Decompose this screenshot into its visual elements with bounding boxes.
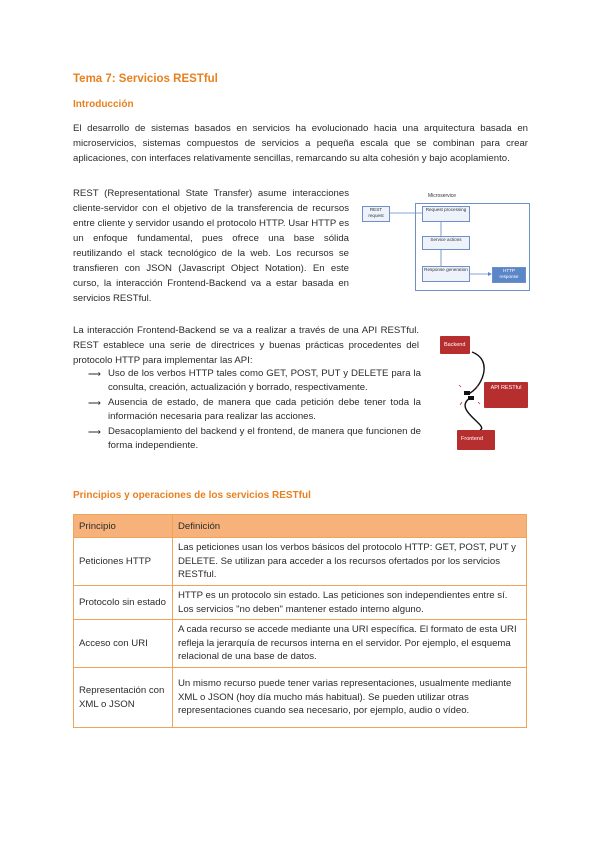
api-restful-box: API RESTful (484, 382, 528, 408)
bullet-list (88, 367, 421, 454)
table-row (74, 586, 527, 620)
header-definicion: Definición (173, 515, 527, 538)
rest-paragraph: REST (Representational State Transfer) asume interacciones cliente-servidor con el objetivo de la transferencia de recursos entre cliente y servidor usando el protocolo HTTP. Usar HTTP es un enfoque fundamental, pues ofrece una base sólida reutilizando el stack tecnológico de la web. Los recursos se transfieren con JSON (Javascript Object Notation). En este curso, la interacción Frontend-Backend va a estar basada en servicios RESTful. (73, 188, 349, 304)
table-row (74, 620, 527, 668)
arrow-icon: ⟶ (88, 427, 101, 437)
rest-request-box: REST request (362, 206, 390, 222)
table-cell-definition: A cada recurso se accede mediante una URI específica. El formato de esta URI refleja la jerarquía de recursos interna en el servidor. Por ejemplo, el esquema relacional de una base de datos. (173, 620, 527, 668)
backend-box: Backend (440, 336, 470, 354)
arrow-icon: ⟶ (88, 369, 101, 379)
header-principio: Principio (74, 515, 173, 538)
page-title: Tema 7: Servicios RESTful (73, 73, 218, 85)
service-actions-box: Service actions (422, 236, 470, 250)
microservice-title: Microservice (428, 193, 457, 199)
frontend-backend-diagram (432, 330, 532, 456)
frontend-box: Frontend (457, 430, 495, 450)
table-cell-principle: Acceso con URI (74, 620, 173, 668)
request-processing-box: Request processing (422, 206, 470, 222)
http-response-box: HTTP response (492, 267, 526, 283)
api-paragraph: La interacción Frontend-Backend se va a realizar a través de una API RESTful. REST establece una serie de directrices y buenas prácticas procedentes del protocolo HTTP para implementar las API: (73, 325, 419, 366)
response-generation-box: Response generation (422, 266, 470, 282)
principles-table (73, 514, 527, 728)
arrow-icon: ⟶ (88, 398, 101, 408)
list-item: ⟶ Desacoplamiento del backend y el frontend, de manera que funcionen de forma independiente. (88, 426, 421, 451)
microservice-diagram (360, 192, 530, 292)
table-cell-definition: Un mismo recurso puede tener varias representaciones, usualmente mediante XML o JSON (hoy día mucho más habitual). Se pueden utilizar otras representaciones cuando sea necesario, por ejemplo, audio o vídeo. (173, 668, 527, 728)
table-row (74, 538, 527, 586)
table-header-row (74, 515, 527, 538)
table-cell-principle: Representación con XML o JSON (74, 668, 173, 728)
table-cell-definition: Las peticiones usan los verbos básicos del protocolo HTTP: GET, POST, PUT y DELETE. Se utilizan para acceder a los recursos ofertados por los servicios RESTful. (173, 538, 527, 586)
table-cell-principle: Protocolo sin estado (74, 586, 173, 620)
table-row (74, 668, 527, 728)
list-item: ⟶ Ausencia de estado, de manera que cada petición debe tener toda la información necesaria para realizar las acciones. (88, 397, 421, 422)
principles-heading: Principios y operaciones de los servicios RESTful (73, 490, 311, 501)
intro-paragraph: El desarrollo de sistemas basados en servicios ha evolucionado hacia una arquitectura basada en microservicios, sistemas compuestos de servicios a pequeña escala que se combinan para crear aplicaciones, con interfaces relativamente sencillas, remarcando su alta cohesión y bajo acoplamiento. (73, 123, 528, 164)
table-cell-principle: Peticiones HTTP (74, 538, 173, 586)
intro-heading: Introducción (73, 99, 134, 110)
list-item: ⟶ Uso de los verbos HTTP tales como GET, POST, PUT y DELETE para la consulta, creación, actualización y borrado, respectivamente. (88, 368, 421, 393)
table-cell-definition: HTTP es un protocolo sin estado. Las peticiones son independientes entre sí. Los servicios "no deben" mantener estado interno alguno. (173, 586, 527, 620)
